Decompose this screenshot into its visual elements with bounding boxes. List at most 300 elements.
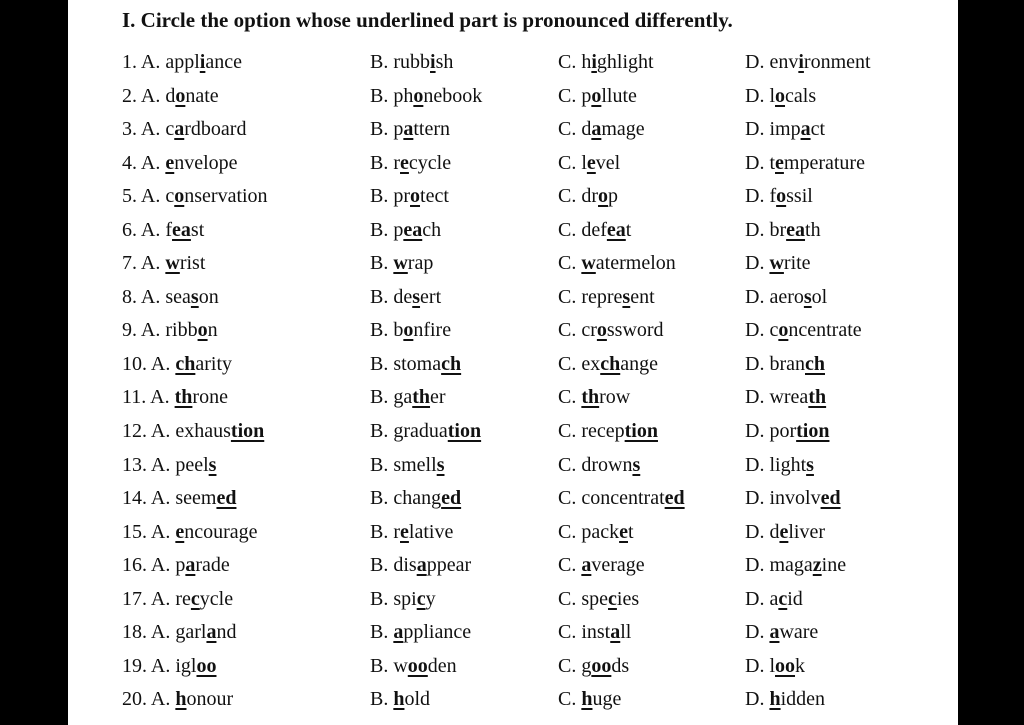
- question-row: [68, 617, 958, 651]
- underlined-part: o: [197, 319, 208, 342]
- option-b[interactable]: [370, 353, 461, 376]
- option-letter: D.: [745, 420, 770, 443]
- underlined-part: ea: [606, 218, 626, 241]
- option-c[interactable]: [558, 51, 654, 74]
- option-letter: B.: [370, 319, 394, 342]
- option-letter: A.: [150, 386, 175, 409]
- option-b[interactable]: [370, 185, 449, 208]
- option-word: smells: [393, 453, 445, 476]
- option-a[interactable]: [122, 621, 236, 644]
- option-b[interactable]: [370, 118, 450, 141]
- option-d[interactable]: [745, 185, 813, 208]
- option-letter: B.: [370, 654, 394, 677]
- underlined-part: e: [165, 151, 175, 174]
- question-row: [68, 81, 958, 115]
- option-word: garland: [175, 621, 237, 644]
- underlined-part: ch: [805, 352, 825, 375]
- option-letter: B.: [370, 621, 394, 644]
- underlined-part: s: [436, 453, 445, 476]
- option-d[interactable]: [745, 655, 805, 678]
- question-number: 19.: [122, 654, 151, 677]
- option-letter: D.: [745, 688, 770, 711]
- option-d[interactable]: [745, 521, 825, 544]
- underlined-part: h: [175, 688, 187, 711]
- option-a[interactable]: [122, 420, 264, 443]
- option-word: recycle: [175, 587, 234, 610]
- option-letter: A.: [150, 621, 176, 644]
- option-d[interactable]: [745, 420, 829, 443]
- option-b[interactable]: [370, 286, 441, 309]
- option-word: aware: [769, 621, 819, 644]
- underlined-part: o: [776, 185, 787, 208]
- option-letter: B.: [370, 151, 394, 174]
- option-letter: A.: [150, 420, 176, 443]
- option-a[interactable]: [122, 185, 268, 208]
- underlined-part: i: [199, 51, 206, 73]
- option-a[interactable]: [122, 521, 258, 544]
- underlined-part: s: [208, 453, 217, 476]
- option-b[interactable]: [370, 554, 471, 577]
- question-number: 9.: [122, 319, 141, 342]
- option-d[interactable]: [745, 588, 803, 611]
- option-word: season: [165, 285, 219, 308]
- underlined-part: e: [586, 151, 596, 174]
- option-c[interactable]: [558, 655, 629, 678]
- option-c[interactable]: [558, 353, 658, 376]
- option-letter: C.: [558, 185, 582, 208]
- option-letter: D.: [745, 151, 770, 174]
- option-word: phonebook: [393, 84, 483, 107]
- option-a[interactable]: [122, 688, 233, 711]
- option-d[interactable]: [745, 252, 811, 275]
- option-word: hidden: [769, 688, 826, 711]
- option-letter: B.: [370, 118, 394, 141]
- option-b[interactable]: [370, 420, 481, 443]
- question-number: 14.: [122, 487, 151, 510]
- underlined-part: ch: [600, 352, 621, 375]
- option-a[interactable]: [122, 152, 238, 175]
- option-a[interactable]: [122, 319, 218, 342]
- option-word: breath: [769, 218, 821, 241]
- option-c[interactable]: [558, 219, 631, 242]
- option-word: branch: [769, 352, 825, 375]
- option-letter: A.: [140, 51, 166, 73]
- option-c[interactable]: [558, 420, 658, 443]
- option-word: defeat: [581, 218, 632, 241]
- question-number: 10.: [122, 352, 151, 375]
- question-number: 3.: [122, 118, 141, 141]
- question-row: [68, 148, 958, 182]
- option-a[interactable]: [122, 118, 246, 141]
- option-c[interactable]: [558, 554, 645, 577]
- underlined-part: ea: [403, 218, 423, 241]
- option-letter: A.: [150, 554, 176, 577]
- underlined-part: tion: [624, 420, 658, 443]
- underlined-part: tion: [447, 420, 482, 443]
- option-letter: C.: [558, 84, 582, 107]
- option-letter: B.: [370, 285, 394, 308]
- question-row: [68, 550, 958, 584]
- option-d[interactable]: [745, 286, 827, 309]
- option-word: drop: [581, 185, 619, 208]
- worksheet-page: [68, 0, 958, 725]
- option-letter: D.: [745, 554, 770, 577]
- option-c[interactable]: [558, 588, 639, 611]
- underlined-part: i: [430, 51, 436, 73]
- option-c[interactable]: [558, 521, 634, 544]
- question-row: [68, 483, 958, 517]
- underlined-part: th: [808, 386, 827, 409]
- option-b[interactable]: [370, 655, 457, 678]
- option-letter: D.: [745, 218, 770, 241]
- option-word: appliance: [393, 621, 472, 644]
- option-word: hold: [393, 688, 431, 711]
- option-letter: D.: [745, 252, 770, 275]
- option-c[interactable]: [558, 386, 630, 409]
- option-a[interactable]: [122, 85, 219, 108]
- option-word: bonfire: [393, 319, 452, 342]
- underlined-part: h: [581, 688, 593, 711]
- option-word: average: [581, 554, 645, 577]
- option-letter: C.: [558, 218, 582, 241]
- question-number: 13.: [122, 453, 151, 476]
- option-word: charity: [175, 352, 233, 375]
- question-row: [68, 315, 958, 349]
- option-a[interactable]: [122, 554, 230, 577]
- option-c[interactable]: [558, 118, 645, 141]
- option-letter: B.: [370, 252, 394, 275]
- option-word: install: [581, 621, 632, 644]
- question-row: [68, 181, 958, 215]
- underlined-part: w: [165, 252, 180, 275]
- underlined-part: o: [413, 84, 424, 107]
- option-letter: C.: [558, 688, 582, 711]
- option-word: honour: [175, 688, 234, 711]
- option-word: environment: [769, 51, 871, 73]
- option-b[interactable]: [370, 252, 433, 275]
- question-number: 20.: [122, 688, 151, 711]
- option-letter: C.: [558, 420, 582, 443]
- underlined-part: i: [591, 51, 597, 73]
- option-word: graduation: [393, 420, 482, 443]
- option-word: gather: [393, 386, 446, 409]
- option-letter: C.: [558, 252, 582, 275]
- option-letter: C.: [558, 654, 582, 677]
- question-number: 12.: [122, 420, 151, 443]
- option-letter: C.: [558, 621, 582, 644]
- option-word: goods: [581, 654, 630, 677]
- question-list: [68, 47, 958, 718]
- option-letter: B.: [370, 487, 394, 510]
- option-d[interactable]: [745, 554, 846, 577]
- option-word: throne: [174, 386, 228, 409]
- option-b[interactable]: [370, 386, 446, 409]
- option-c[interactable]: [558, 252, 676, 275]
- question-row: [68, 114, 958, 148]
- underlined-part: o: [174, 185, 185, 208]
- question-row: [68, 349, 958, 383]
- option-b[interactable]: [370, 454, 444, 477]
- option-letter: D.: [745, 621, 770, 644]
- underlined-part: ea: [786, 218, 806, 241]
- option-letter: C.: [558, 386, 582, 409]
- option-letter: D.: [745, 386, 770, 409]
- option-letter: B.: [370, 51, 394, 73]
- option-d[interactable]: [745, 386, 826, 409]
- option-a[interactable]: [122, 454, 216, 477]
- underlined-part: th: [174, 386, 193, 409]
- underlined-part: a: [581, 554, 592, 577]
- option-word: igloo: [175, 654, 217, 677]
- underlined-part: ed: [664, 487, 685, 510]
- underlined-part: o: [598, 185, 609, 208]
- option-letter: A.: [150, 654, 176, 677]
- option-word: wooden: [393, 654, 457, 677]
- option-b[interactable]: [370, 51, 453, 74]
- underlined-part: a: [769, 621, 780, 644]
- option-b[interactable]: [370, 319, 451, 342]
- underlined-part: e: [400, 520, 409, 543]
- option-letter: B.: [370, 84, 394, 107]
- option-word: damage: [581, 118, 645, 141]
- option-a[interactable]: [122, 487, 236, 510]
- question-number: 11.: [122, 386, 151, 409]
- option-a[interactable]: [122, 588, 233, 611]
- option-word: conservation: [165, 185, 268, 208]
- option-word: throw: [581, 386, 631, 409]
- option-d[interactable]: [745, 454, 814, 477]
- underlined-part: th: [412, 386, 431, 409]
- underlined-part: s: [803, 285, 812, 308]
- option-letter: A.: [140, 285, 166, 308]
- option-c[interactable]: [558, 454, 640, 477]
- underlined-part: ch: [441, 352, 462, 375]
- underlined-part: ed: [216, 487, 237, 510]
- option-b[interactable]: [370, 521, 453, 544]
- option-letter: C.: [558, 51, 582, 73]
- option-letter: B.: [370, 352, 394, 375]
- question-number: 8.: [122, 285, 141, 308]
- option-letter: D.: [745, 84, 770, 107]
- option-word: peach: [393, 218, 442, 241]
- option-word: exhaustion: [175, 420, 265, 443]
- option-word: concentrated: [581, 487, 685, 510]
- option-letter: A.: [150, 487, 176, 510]
- option-word: ribbon: [165, 319, 218, 342]
- option-word: rubbish: [393, 51, 454, 73]
- option-word: feast: [165, 218, 205, 241]
- option-word: appliance: [165, 51, 242, 73]
- option-word: wrist: [165, 252, 206, 275]
- option-letter: A.: [150, 453, 176, 476]
- option-d[interactable]: [745, 353, 825, 376]
- underlined-part: s: [806, 453, 814, 476]
- option-d[interactable]: [745, 51, 871, 74]
- option-word: wrap: [393, 252, 434, 275]
- option-word: magazine: [769, 554, 847, 577]
- question-row: [68, 416, 958, 450]
- option-letter: C.: [558, 487, 582, 510]
- underlined-part: o: [778, 319, 789, 342]
- option-a[interactable]: [122, 51, 242, 74]
- option-letter: C.: [558, 554, 582, 577]
- option-letter: D.: [745, 587, 770, 610]
- option-word: deliver: [769, 520, 825, 543]
- underlined-part: s: [632, 453, 641, 476]
- option-word: aerosol: [769, 285, 828, 308]
- option-letter: A.: [150, 352, 176, 375]
- underlined-part: a: [206, 621, 217, 644]
- option-letter: C.: [558, 118, 582, 141]
- option-d[interactable]: [745, 118, 825, 141]
- option-c[interactable]: [558, 286, 655, 309]
- option-letter: D.: [745, 453, 770, 476]
- option-a[interactable]: [122, 353, 232, 376]
- option-letter: C.: [558, 453, 582, 476]
- option-c[interactable]: [558, 621, 631, 644]
- option-word: spicy: [393, 587, 436, 610]
- option-letter: B.: [370, 185, 394, 208]
- option-letter: D.: [745, 319, 770, 342]
- option-letter: C.: [558, 151, 582, 174]
- option-c[interactable]: [558, 487, 685, 510]
- option-b[interactable]: [370, 85, 482, 108]
- option-letter: B.: [370, 386, 394, 409]
- option-word: disappear: [393, 554, 472, 577]
- question-row: [68, 684, 958, 718]
- underlined-part: c: [416, 587, 426, 610]
- option-c[interactable]: [558, 185, 618, 208]
- option-letter: D.: [745, 51, 770, 73]
- underlined-part: o: [591, 84, 602, 107]
- underlined-part: w: [581, 252, 596, 275]
- question-row: [68, 47, 958, 81]
- underlined-part: th: [581, 386, 600, 409]
- option-word: fossil: [769, 185, 813, 208]
- option-b[interactable]: [370, 219, 441, 242]
- option-d[interactable]: [745, 219, 821, 242]
- option-word: wreath: [769, 386, 827, 409]
- option-letter: D.: [745, 487, 770, 510]
- option-d[interactable]: [745, 85, 816, 108]
- option-d[interactable]: [745, 319, 862, 342]
- option-word: lights: [769, 453, 814, 476]
- option-word: write: [769, 252, 811, 275]
- question-row: [68, 450, 958, 484]
- option-b[interactable]: [370, 152, 451, 175]
- option-word: donate: [165, 84, 219, 107]
- underlined-part: a: [591, 118, 602, 141]
- question-row: [68, 382, 958, 416]
- option-word: envelope: [165, 151, 238, 174]
- option-a[interactable]: [122, 386, 228, 409]
- option-d[interactable]: [745, 487, 841, 510]
- option-a[interactable]: [122, 286, 219, 309]
- option-word: cardboard: [165, 118, 247, 141]
- underlined-part: ea: [172, 218, 191, 241]
- option-word: drowns: [581, 453, 641, 476]
- option-b[interactable]: [370, 621, 471, 644]
- underlined-part: a: [610, 621, 621, 644]
- underlined-part: i: [798, 51, 804, 73]
- option-letter: A.: [140, 185, 166, 208]
- option-letter: B.: [370, 453, 394, 476]
- option-letter: D.: [745, 654, 770, 677]
- option-word: acid: [769, 587, 803, 610]
- question-number: 4.: [122, 151, 141, 174]
- option-b[interactable]: [370, 487, 461, 510]
- option-word: packet: [581, 520, 634, 543]
- option-d[interactable]: [745, 152, 865, 175]
- option-word: locals: [769, 84, 817, 107]
- exercise-title: I. Circle the option whose underlined part is pronounced differently.: [122, 8, 733, 32]
- option-letter: C.: [558, 352, 582, 375]
- option-word: temperature: [769, 151, 865, 174]
- underlined-part: ed: [820, 487, 841, 510]
- option-a[interactable]: [122, 219, 204, 242]
- underlined-part: oo: [775, 654, 796, 677]
- question-row: [68, 517, 958, 551]
- option-word: changed: [393, 487, 462, 510]
- underlined-part: a: [800, 118, 811, 141]
- option-b[interactable]: [370, 588, 436, 611]
- underlined-part: s: [190, 285, 199, 308]
- question-number: 18.: [122, 621, 151, 644]
- question-number: 6.: [122, 218, 141, 241]
- option-word: peels: [175, 453, 217, 476]
- option-c[interactable]: [558, 319, 664, 342]
- option-word: watermelon: [581, 252, 676, 275]
- underlined-part: tion: [230, 420, 265, 443]
- option-c[interactable]: [558, 85, 637, 108]
- underlined-part: h: [769, 688, 781, 711]
- option-word: represent: [581, 285, 655, 308]
- option-word: species: [581, 587, 640, 610]
- option-letter: C.: [558, 285, 582, 308]
- option-c[interactable]: [558, 688, 621, 711]
- option-d[interactable]: [745, 688, 825, 711]
- underlined-part: c: [190, 587, 200, 610]
- option-word: look: [769, 654, 806, 677]
- option-letter: A.: [150, 688, 176, 711]
- option-d[interactable]: [745, 621, 818, 644]
- option-a[interactable]: [122, 655, 216, 678]
- option-letter: D.: [745, 352, 770, 375]
- option-letter: B.: [370, 520, 394, 543]
- underlined-part: e: [175, 520, 185, 543]
- option-letter: D.: [745, 118, 770, 141]
- option-word: protect: [393, 185, 449, 208]
- option-letter: A.: [140, 118, 166, 141]
- option-word: huge: [581, 688, 622, 711]
- underlined-part: h: [393, 688, 405, 711]
- option-word: crossword: [581, 319, 664, 342]
- option-a[interactable]: [122, 252, 205, 275]
- option-c[interactable]: [558, 152, 620, 175]
- option-letter: B.: [370, 420, 394, 443]
- underlined-part: c: [608, 587, 617, 610]
- option-word: exchange: [581, 352, 658, 375]
- underlined-part: e: [779, 520, 789, 543]
- option-letter: A.: [140, 252, 166, 275]
- question-row: [68, 584, 958, 618]
- underlined-part: oo: [196, 654, 217, 677]
- option-word: recycle: [393, 151, 452, 174]
- option-word: reception: [581, 420, 658, 443]
- option-b[interactable]: [370, 688, 430, 711]
- underlined-part: z: [812, 554, 822, 577]
- question-number: 7.: [122, 252, 141, 275]
